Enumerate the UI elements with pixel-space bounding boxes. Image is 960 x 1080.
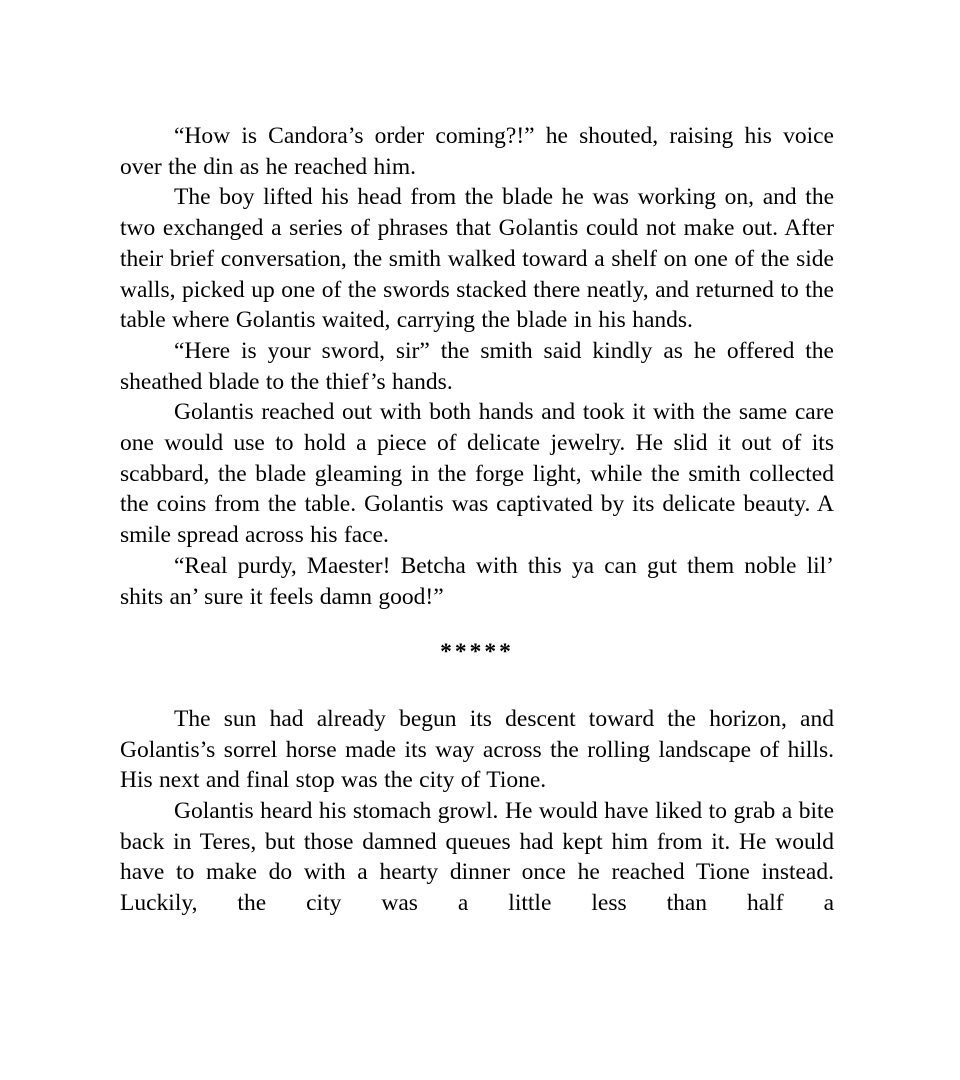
paragraph: Golantis reached out with both hands and took it with the same care one would use to hold a piece of delicate jewelry. He slid it out of its scabbard, the blade gleaming in the forge light, while the smith collected the coins from the table. Golantis was captivated by its delicate beauty. A smile spread across his face.: [120, 399, 834, 549]
paragraph: The sun had already begun its descent toward the horizon, and Golantis’s sorrel horse made its way across the rolling landscape of hills. His next and final stop was the city of Tione.: [120, 705, 834, 794]
paragraph: The boy lifted his head from the blade he was working on, and the two exchanged a series of phrases that Golantis could not make out. After their brief conversation, the smith walked toward a shelf on one of the side walls, picked up one of the swords stacked there neatly, and returned to the table where Golantis waited, carrying the blade in his hands.: [120, 184, 834, 334]
document-page: [120, 121, 834, 919]
paragraph: “Here is your sword, sir” the smith said kindly as he offered the sheathed blade to the thief’s hands.: [120, 337, 834, 395]
paragraph: “How is Candora’s order coming?!” he shouted, raising his voice over the din as he reached him.: [120, 123, 834, 180]
scene-break: *****: [440, 639, 514, 666]
paragraph: Golantis heard his stomach growl. He would have liked to grab a bite back in Teres, but those damned queues had kept him from it. He would have to make do with a hearty dinner once he reached Tione instead. Luckily, the city was a little less than half a: [120, 798, 834, 917]
paragraph: “Real purdy, Maester! Betcha with this ya can gut them noble lil’ shits an’ sure it feels damn good!”: [120, 552, 834, 610]
